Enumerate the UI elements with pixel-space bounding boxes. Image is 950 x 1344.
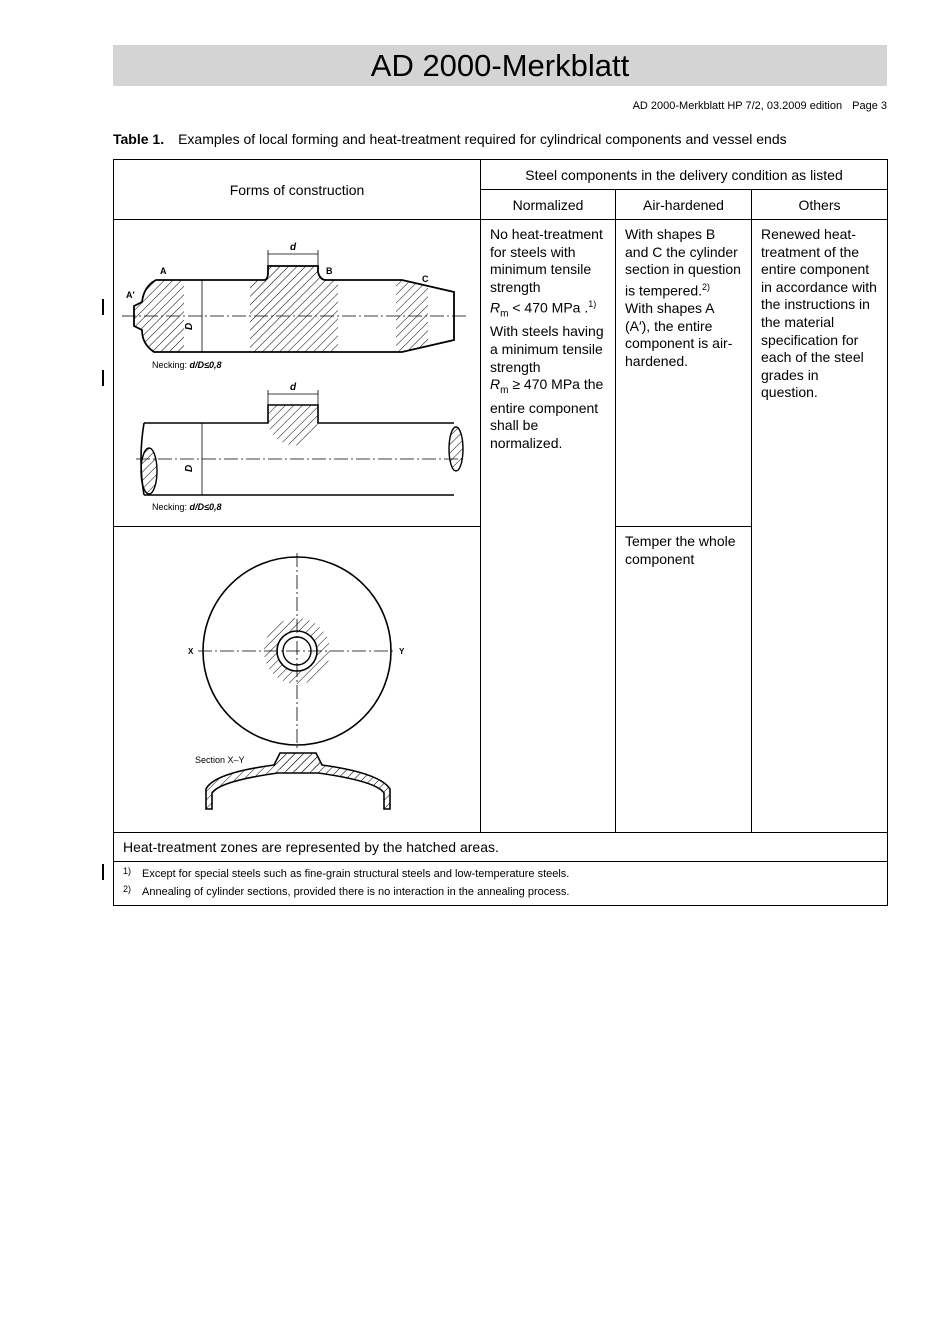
label-y: Y	[399, 647, 405, 656]
table-caption	[113, 131, 787, 147]
tube-right-end	[449, 427, 463, 471]
revision-bar	[102, 864, 104, 880]
header-title: AD 2000-Merkblatt	[113, 45, 887, 86]
zones-note: Heat-treatment zones are represented by the hatched areas.	[114, 833, 888, 862]
air-hardened-cell-2: Temper the whole component	[616, 527, 752, 833]
label-a: A	[160, 266, 167, 276]
page-number: Page 3	[852, 100, 887, 112]
vessel-end-drawing	[114, 527, 480, 829]
cylinder-drawing	[114, 220, 480, 523]
hatch-zone-tube	[268, 405, 318, 446]
col-normalized: Normalized	[481, 190, 616, 220]
figure-vessel-end-cell	[114, 527, 481, 833]
necking-note: Necking: d/D≤0,8	[152, 502, 222, 512]
footnote-1: 1) Except for special steels such as fine-grain structural steels and low-temperature steels.	[123, 866, 570, 880]
normalized-cell: No heat-treatment for steels with minimum tensile strength $R_m < 470$ MPa .$^{1)}$ With steels having a minimum tensile strength $R_m \ge 470$ MPa the entire component shall be normalized.	[481, 220, 616, 833]
heat-treatment-table	[113, 159, 888, 906]
caption-text: Examples of local forming and heat-treatment required for cylindrical components and vessel ends	[178, 131, 787, 147]
footnote-2: 2) Annealing of cylinder sections, provided there is no interaction in the annealing process.	[123, 884, 570, 898]
necking-note: Necking: d/D≤0,8	[152, 360, 222, 370]
revision-bar	[102, 299, 104, 315]
label-x: X	[188, 647, 194, 656]
forms-header: Forms of construction	[114, 160, 481, 220]
col-air-hardened: Air-hardened	[616, 190, 752, 220]
tube-left-end	[141, 448, 157, 494]
revision-bar	[102, 370, 104, 386]
caption-label: Table 1.	[113, 131, 165, 147]
air-hardened-cell: With shapes B and C the cylinder section in question is tempered.$^{2)}$ With shapes A (A′), the entire component is air-hardened.	[616, 220, 752, 527]
col-others: Others	[752, 190, 888, 220]
page-reference	[633, 100, 887, 112]
label-c: C	[422, 274, 429, 284]
label-big-d: D	[184, 464, 195, 472]
others-cell: Renewed heat-treatment of the entire component in accordance with the instructions in the material specification for each of the steel grades in question.	[752, 220, 888, 833]
edition-text: AD 2000-Merkblatt HP 7/2, 03.2009 edition	[632, 100, 843, 112]
label-d: d	[290, 242, 297, 253]
label-b: B	[326, 266, 333, 276]
label-big-d: D	[184, 322, 195, 330]
figure-cylinder-cell	[114, 220, 481, 527]
steel-header: Steel components in the delivery condition as listed	[481, 160, 888, 190]
footnotes	[114, 862, 888, 906]
section-label: Section X–Y	[195, 755, 245, 765]
label-d: d	[290, 382, 297, 393]
hatch-zone-b	[250, 266, 338, 352]
label-a-prime: A′	[126, 290, 135, 300]
